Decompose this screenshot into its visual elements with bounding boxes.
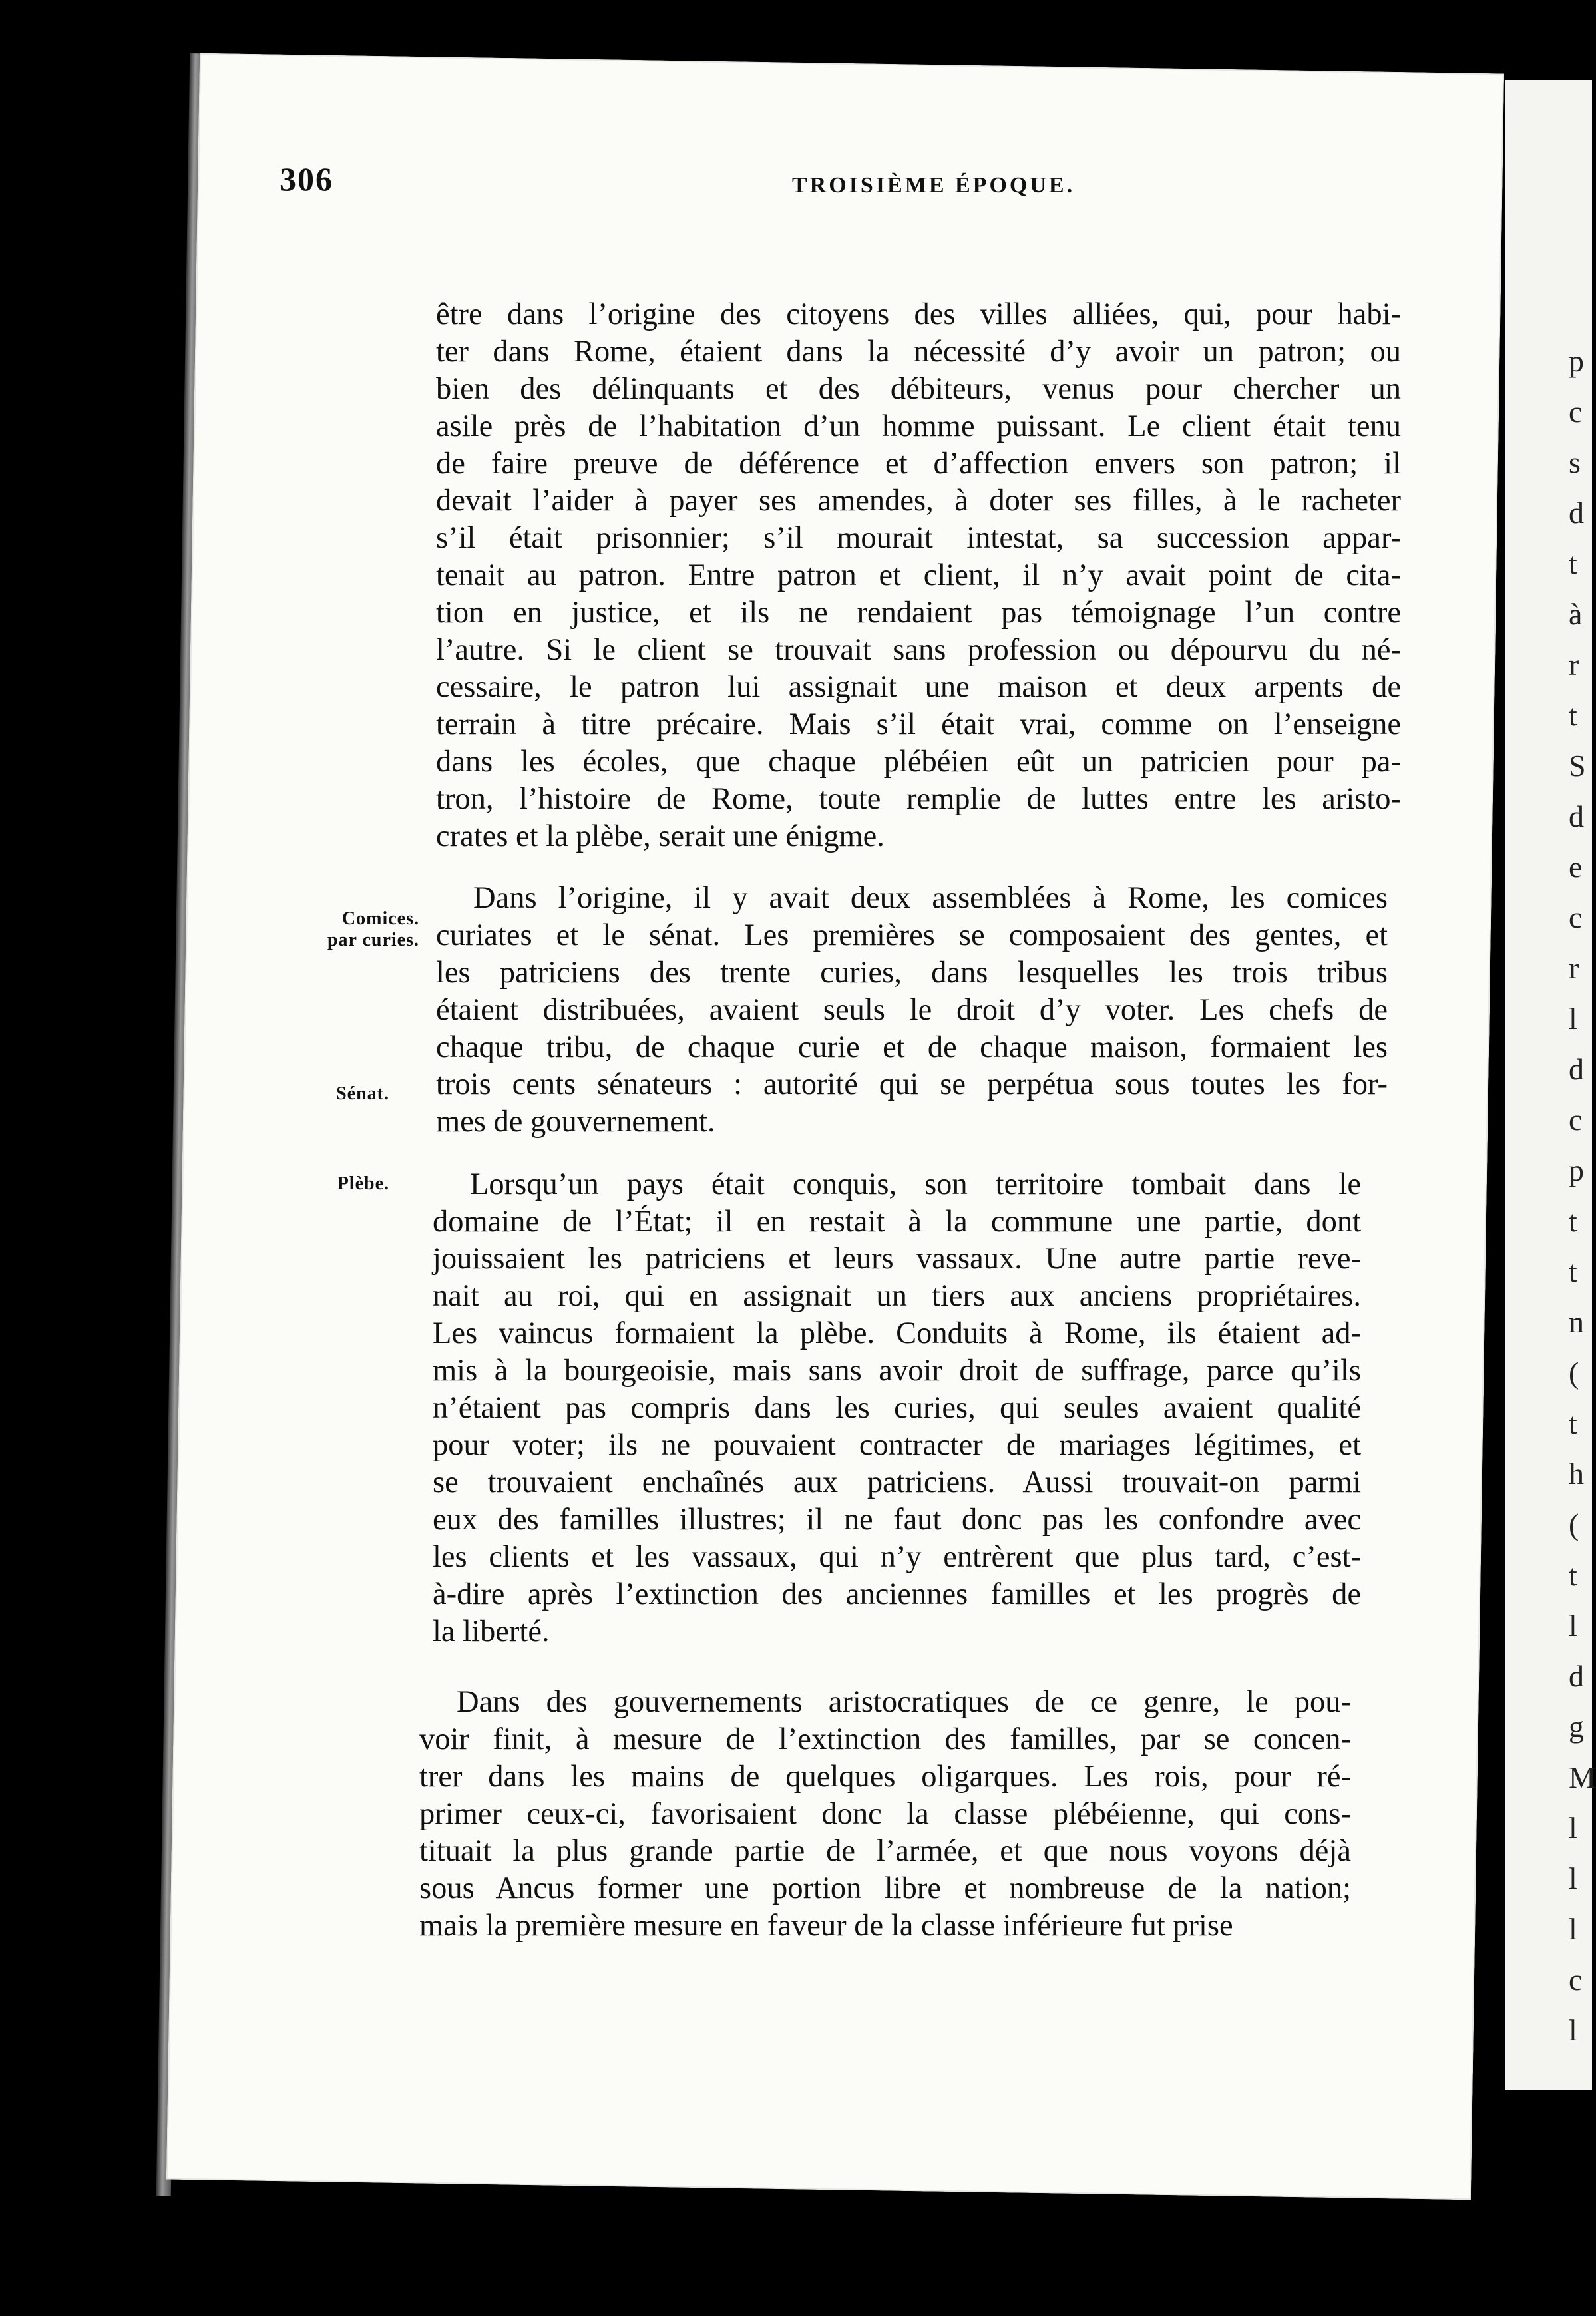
facing-page-letter: t (1569, 546, 1577, 580)
text-line: crates et la plèbe, serait une énigme. (436, 819, 885, 853)
facing-page-letter: g (1569, 1710, 1584, 1744)
text-line: mes de gouvernement. (436, 1105, 715, 1139)
facing-page-letter: c (1569, 1103, 1583, 1137)
facing-page-letter: t (1569, 698, 1577, 732)
text-line: tron, l’histoire de Rome, toute remplie de luttes entre les aristo- (436, 782, 1401, 816)
text-line: domaine de l’État; il en restait à la commune une partie, dont (433, 1205, 1361, 1239)
text-line: n’étaient pas compris dans les curies, qui seules avaient qualité (433, 1391, 1361, 1425)
facing-page-letter: S (1569, 749, 1586, 783)
facing-page-letter: M (1569, 1760, 1596, 1794)
paragraph-3 (433, 1166, 1361, 1650)
page-number: 306 (280, 160, 333, 198)
text-line: les patriciens des trente curies, dans lesquelles les trois tribus (436, 956, 1388, 990)
facing-page-letter: e (1569, 850, 1583, 884)
facing-page-letter: l (1569, 2013, 1577, 2047)
text-line: jouissaient les patriciens et leurs vassaux. Une autre partie reve- (433, 1242, 1361, 1276)
text-line: étaient distribuées, avaient seuls le droit d’y voter. Les chefs de (436, 993, 1388, 1027)
text-line: sous Ancus former une portion libre et nombreuse de la nation; (419, 1871, 1351, 1905)
facing-page-letter: c (1569, 1963, 1583, 1997)
facing-page-letter: n (1569, 1305, 1584, 1339)
paragraph-4 (419, 1684, 1351, 1945)
margin-note-plebe (263, 1173, 389, 1195)
text-line: curiates et le sénat. Les premières se composaient des gentes, et (436, 918, 1388, 952)
text-line: pour voter; ils ne pouvaient contracter de mariages légitimes, et (433, 1428, 1361, 1462)
text-line: primer ceux-ci, favorisaient donc la classe plébéienne, qui cons- (419, 1797, 1351, 1831)
facing-page-letter: t (1569, 1204, 1577, 1238)
facing-page-letter: c (1569, 395, 1583, 429)
paragraph-1 (436, 296, 1401, 855)
facing-page-letter: l (1569, 1811, 1577, 1845)
facing-page-letter: ( (1569, 1356, 1579, 1390)
facing-page-letter: à (1569, 597, 1583, 631)
facing-page-letter: l (1569, 1912, 1577, 1946)
margin-note-comices (293, 908, 419, 951)
paragraph-2 (436, 880, 1388, 1141)
text-line: Lorsqu’un pays était conquis, son territoire tombait dans le (470, 1167, 1361, 1201)
margin-note-senat (263, 1083, 389, 1105)
facing-page-letter: d (1569, 799, 1584, 833)
margin-note-line: par curies. (327, 930, 419, 950)
text-line: bien des délinquants et des débiteurs, venus pour chercher un (436, 372, 1401, 406)
text-line: nait au roi, qui en assignait un tiers aux anciens propriétaires. (433, 1279, 1361, 1313)
margin-note-line: Comices. (341, 908, 419, 929)
facing-page-letter: t (1569, 1406, 1577, 1440)
text-line: se trouvaient enchaînés aux patriciens. Aussi trouvait-on parmi (433, 1465, 1361, 1499)
text-line: voir finit, à mesure de l’extinction des familles, par se concen- (419, 1722, 1351, 1756)
facing-page-letter: c (1569, 900, 1583, 934)
facing-page-letter: d (1569, 496, 1584, 530)
facing-page-letter: d (1569, 1052, 1584, 1086)
facing-page-letter: p (1569, 1153, 1584, 1187)
facing-page-letter: ( (1569, 1507, 1579, 1541)
margin-note-line: Plèbe. (337, 1173, 389, 1194)
text-line: Dans l’origine, il y avait deux assemblées à Rome, les comices (473, 881, 1388, 915)
facing-page-letter: h (1569, 1457, 1584, 1491)
facing-page-letter: p (1569, 344, 1584, 378)
facing-page-letter: l (1569, 1002, 1577, 1036)
text-line: à-dire après l’extinction des anciennes familles et les progrès de (433, 1577, 1361, 1611)
text-line: asile près de l’habitation d’un homme puissant. Le client était tenu (436, 409, 1401, 443)
text-line: les clients et les vassaux, qui n’y entrèrent que plus tard, c’est- (433, 1540, 1361, 1574)
text-line: eux des familles illustres; il ne faut donc pas les confondre avec (433, 1503, 1361, 1537)
text-line: cessaire, le patron lui assignait une maison et deux arpents de (436, 670, 1401, 704)
text-line: Les vaincus formaient la plèbe. Conduits à Rome, ils étaient ad- (433, 1316, 1361, 1350)
running-title: TROISIÈME ÉPOQUE. (792, 173, 1076, 198)
text-line: de faire preuve de déférence et d’affection envers son patron; il (436, 447, 1401, 481)
facing-page-letter: l (1569, 1609, 1577, 1642)
page-header (280, 160, 1371, 206)
text-line: Dans des gouvernements aristocratiques de ce genre, le pou- (457, 1685, 1351, 1719)
text-line: mais la première mesure en faveur de la classe inférieure fut prise (419, 1909, 1233, 1943)
text-line: la liberté. (433, 1615, 550, 1648)
facing-page-edge (1505, 80, 1596, 2090)
facing-page-letter: t (1569, 1558, 1577, 1592)
text-line: s’il était prisonnier; s’il mourait intestat, sa succession appar- (436, 521, 1401, 555)
text-line: mis à la bourgeoisie, mais sans avoir droit de suffrage, parce qu’ils (433, 1354, 1361, 1388)
text-line: dans les écoles, que chaque plébéien eût un patricien pour pa- (436, 745, 1401, 779)
facing-page-letter: r (1569, 648, 1579, 681)
text-line: trois cents sénateurs : autorité qui se perpétua sous toutes les for- (436, 1067, 1388, 1101)
text-line: tion en justice, et ils ne rendaient pas témoignage l’un contre (436, 596, 1401, 630)
text-line: tenait au patron. Entre patron et client, il n’y avait point de cita- (436, 558, 1401, 592)
text-line: ter dans Rome, étaient dans la nécessité d’y avoir un patron; ou (436, 335, 1401, 369)
facing-page-letter: l (1569, 1861, 1577, 1895)
text-line: devait l’aider à payer ses amendes, à doter ses filles, à le racheter (436, 484, 1401, 518)
text-line: tituait la plus grande partie de l’armée, et que nous voyons déjà (419, 1834, 1351, 1868)
text-line: l’autre. Si le client se trouvait sans profession ou dépourvu du né- (436, 633, 1401, 667)
text-line: être dans l’origine des citoyens des villes alliées, qui, pour habi- (436, 297, 1401, 331)
facing-page-letter: r (1569, 951, 1579, 985)
text-line: terrain à titre précaire. Mais s’il était vrai, comme on l’enseigne (436, 707, 1401, 741)
facing-page-letter: t (1569, 1254, 1577, 1288)
facing-page-letter: d (1569, 1659, 1584, 1693)
margin-note-line: Sénat. (336, 1083, 389, 1104)
facing-page-letter: s (1569, 445, 1581, 479)
text-line: trer dans les mains de quelques oligarques. Les rois, pour ré- (419, 1760, 1351, 1794)
text-line: chaque tribu, de chaque curie et de chaque maison, formaient les (436, 1030, 1388, 1064)
